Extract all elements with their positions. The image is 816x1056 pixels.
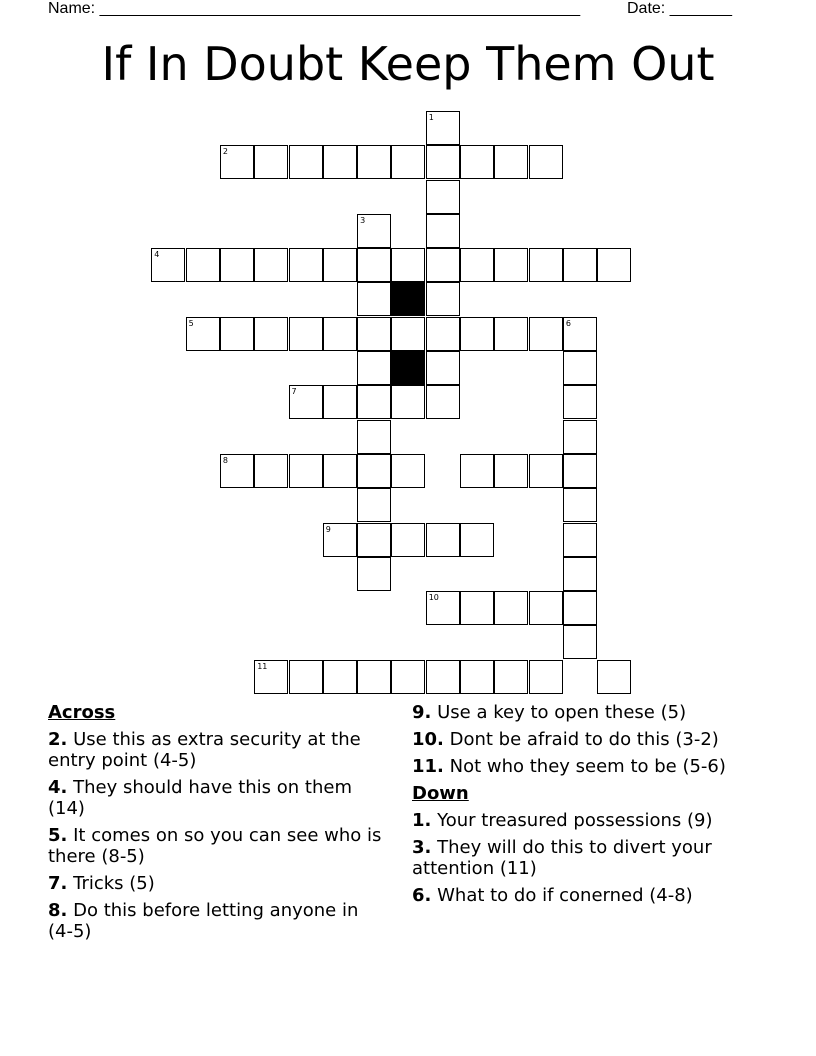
crossword-cell[interactable] [563,317,597,351]
crossword-cell[interactable] [289,248,323,282]
clues-column-left [48,702,388,948]
crossword-cell[interactable] [460,660,494,694]
crossword-cell[interactable] [529,248,563,282]
crossword-cell[interactable] [323,145,357,179]
clue-text: Use a key to open these (5) [437,702,687,723]
crossword-cell[interactable] [357,145,391,179]
crossword-cell[interactable] [391,523,425,557]
across-clue [48,729,388,771]
clue-number-label: 8 [222,455,228,465]
crossword-cell[interactable] [426,180,460,214]
crossword-cell[interactable] [460,591,494,625]
crossword-cell[interactable] [460,523,494,557]
crossword-cell[interactable] [563,591,597,625]
crossword-cell[interactable] [494,248,528,282]
crossword-cell[interactable] [529,591,563,625]
crossword-cell[interactable] [254,454,288,488]
clue-number-label: 2 [222,147,228,157]
clue-text: They will do this to divert your attention (11) [412,837,712,879]
clue-number-label: 3 [360,215,366,225]
crossword-cell[interactable] [460,248,494,282]
clue-text: It comes on so you can see who is there (8-5) [48,825,382,867]
down-heading: Down [412,783,469,804]
across-clue [48,900,388,942]
clue-number: 10. [412,729,444,750]
crossword-black-cell [391,351,425,385]
crossword-cell[interactable] [529,660,563,694]
crossword-cell[interactable] [426,282,460,316]
crossword-black-cell [391,282,425,316]
crossword-cell[interactable] [563,557,597,591]
crossword-cell[interactable] [220,145,254,179]
crossword-cell[interactable] [254,145,288,179]
crossword-cell[interactable] [494,591,528,625]
crossword-cell[interactable] [529,145,563,179]
clue-number: 11. [412,756,444,777]
crossword-cell[interactable] [494,454,528,488]
crossword-cell[interactable] [563,523,597,557]
crossword-cell[interactable] [357,317,391,351]
clue-number: 4. [48,777,68,798]
clue-number: 7. [48,873,68,894]
crossword-cell[interactable] [357,523,391,557]
crossword-cell[interactable] [563,454,597,488]
crossword-cell[interactable] [597,660,631,694]
crossword-cell[interactable] [151,248,185,282]
crossword-cell[interactable] [357,557,391,591]
clue-number: 3. [412,837,432,858]
crossword-cell[interactable] [391,317,425,351]
crossword-cell[interactable] [426,385,460,419]
crossword-cell[interactable] [289,317,323,351]
clue-number-label: 1 [428,112,434,122]
clue-number-label: 9 [325,524,331,534]
crossword-cell[interactable] [220,454,254,488]
crossword-cell[interactable] [426,523,460,557]
name-field-label: Name: ______________________________________________________ [48,0,581,17]
clue-number-label: 4 [154,250,160,260]
across-clue [412,756,772,777]
crossword-cell[interactable] [220,248,254,282]
crossword-cell[interactable] [323,248,357,282]
crossword-cell[interactable] [323,523,357,557]
clues-column-right [412,702,772,912]
date-field-label: Date: _______ [627,0,732,17]
crossword-cell[interactable] [426,317,460,351]
across-clue [412,702,772,723]
crossword-cell[interactable] [289,145,323,179]
crossword-cell[interactable] [323,454,357,488]
crossword-cell[interactable] [391,385,425,419]
down-clue [412,837,772,879]
crossword-cell[interactable] [426,214,460,248]
crossword-cell[interactable] [357,660,391,694]
crossword-cell[interactable] [323,317,357,351]
clue-text: Use this as extra security at the entry point (4-5) [48,729,361,771]
crossword-cell[interactable] [563,488,597,522]
crossword-cell[interactable] [391,248,425,282]
clue-text: Your treasured possessions (9) [437,810,713,831]
down-clue [412,885,772,906]
clue-text: Do this before letting anyone in (4-5) [48,900,359,942]
clue-number-label: 11 [257,661,268,671]
clue-number-label: 10 [428,593,439,603]
clue-text: They should have this on them (14) [48,777,352,819]
clue-number: 5. [48,825,68,846]
crossword-cell[interactable] [254,248,288,282]
crossword-cell[interactable] [289,454,323,488]
crossword-cell[interactable] [529,454,563,488]
clue-number-label: 7 [291,387,297,397]
crossword-cell[interactable] [391,660,425,694]
crossword-cell[interactable] [460,145,494,179]
crossword-cell[interactable] [426,351,460,385]
crossword-cell[interactable] [323,660,357,694]
crossword-cell[interactable] [426,248,460,282]
crossword-cell[interactable] [494,145,528,179]
clue-text: What to do if conerned (4-8) [437,885,693,906]
crossword-cell[interactable] [426,660,460,694]
clue-number: 9. [412,702,432,723]
crossword-cell[interactable] [563,351,597,385]
clue-text: Dont be afraid to do this (3-2) [449,729,719,750]
crossword-cell[interactable] [357,214,391,248]
crossword-cell[interactable] [357,488,391,522]
clue-number: 8. [48,900,68,921]
crossword-cell[interactable] [186,248,220,282]
crossword-cell[interactable] [186,317,220,351]
crossword-cell[interactable] [391,145,425,179]
crossword-cell[interactable] [357,248,391,282]
crossword-cell[interactable] [529,317,563,351]
clue-text: Not who they seem to be (5-6) [449,756,726,777]
crossword-cell[interactable] [220,317,254,351]
crossword-cell[interactable] [563,625,597,659]
down-clue [412,810,772,831]
crossword-cell[interactable] [357,385,391,419]
clue-number-label: 6 [565,318,571,328]
crossword-cell[interactable] [254,660,288,694]
crossword-cell[interactable] [563,420,597,454]
crossword-cell[interactable] [563,385,597,419]
crossword-cell[interactable] [323,385,357,419]
crossword-cell[interactable] [426,145,460,179]
crossword-cell[interactable] [597,248,631,282]
crossword-cell[interactable] [460,454,494,488]
page-title: If In Doubt Keep Them Out [101,37,715,91]
crossword-cell[interactable] [494,317,528,351]
crossword-cell[interactable] [460,317,494,351]
crossword-cell[interactable] [357,282,391,316]
crossword-cell[interactable] [494,660,528,694]
crossword-cell[interactable] [426,111,460,145]
crossword-cell[interactable] [391,454,425,488]
crossword-cell[interactable] [426,591,460,625]
crossword-cell[interactable] [357,454,391,488]
crossword-cell[interactable] [289,385,323,419]
across-clue [412,729,772,750]
across-heading: Across [48,702,116,723]
across-clue [48,873,388,894]
across-clue [48,777,388,819]
clue-number: 6. [412,885,432,906]
clue-number-label: 5 [188,318,194,328]
clue-number: 1. [412,810,432,831]
header [0,0,816,20]
clue-text: Tricks (5) [73,873,155,894]
clue-number: 2. [48,729,68,750]
crossword-cell[interactable] [289,660,323,694]
crossword-cell[interactable] [357,351,391,385]
crossword-cell[interactable] [254,317,288,351]
crossword-cell[interactable] [563,248,597,282]
across-clue [48,825,388,867]
crossword-cell[interactable] [357,420,391,454]
